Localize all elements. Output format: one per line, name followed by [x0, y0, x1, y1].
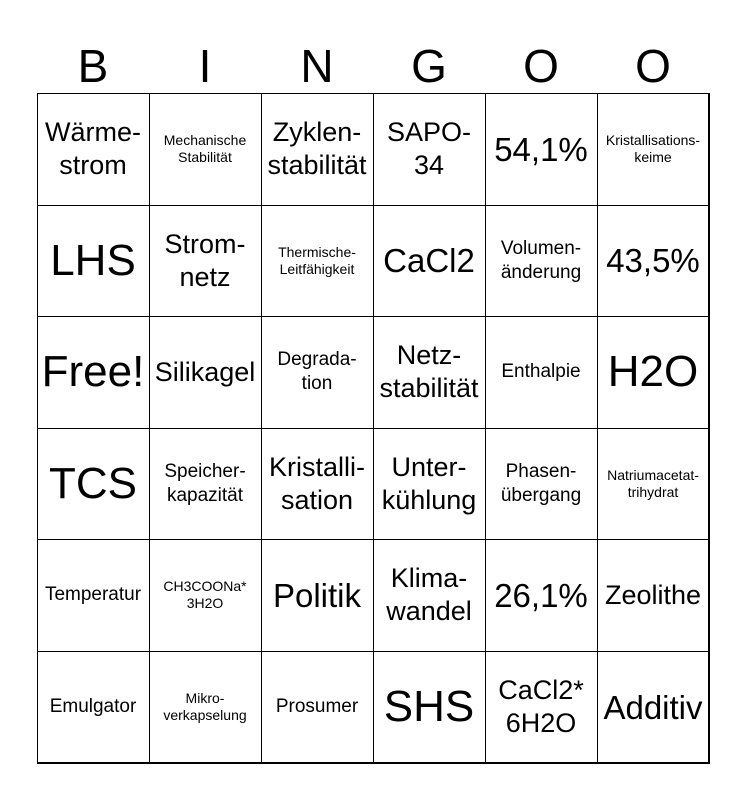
bingo-cell-label: Temperatur [44, 584, 142, 605]
bingo-cell[interactable] [485, 428, 598, 540]
bingo-cell-label: Zeolithe [604, 579, 702, 610]
bingo-cell-label: Phasen- übergang [500, 460, 582, 506]
bingo-cell[interactable] [485, 316, 598, 429]
bingo-cell[interactable] [149, 428, 262, 540]
header-letter: O [635, 40, 671, 92]
bingo-cell-label: CaCl2 [383, 242, 475, 279]
header-letter: O [523, 40, 559, 92]
bingo-cell-label: Emulgator [49, 696, 137, 717]
bingo-cell[interactable] [373, 428, 486, 540]
bingo-cell-label: Strom- netz [164, 228, 246, 292]
bingo-cell-label: Free! [41, 347, 145, 396]
bingo-cell-label: Silikagel [154, 356, 256, 387]
bingo-cell[interactable] [261, 539, 374, 652]
bingo-cell-label: Mikro- verkapselung [163, 690, 247, 723]
bingo-cell[interactable] [37, 651, 150, 764]
bingo-cell[interactable] [597, 316, 710, 429]
bingo-cell[interactable] [597, 428, 710, 540]
bingo-cell[interactable] [149, 539, 262, 652]
bingo-cell-label: SAPO- 34 [386, 117, 472, 180]
bingo-cell-label: 54,1% [494, 130, 588, 168]
bingo-cell-label: Unter- kühlung [381, 451, 477, 515]
bingo-cell-label: Kristalli- sation [268, 451, 365, 515]
bingo-cell-label: Kristallisations- keime [605, 132, 701, 165]
bingo-cell[interactable] [597, 651, 710, 764]
bingo-cell-label: Speicher- kapazität [164, 460, 246, 506]
bingo-cell[interactable] [149, 651, 262, 764]
bingo-cell-label: Prosumer [275, 696, 359, 717]
bingo-cell-label: Additiv [603, 688, 703, 726]
bingo-cell-label: CaCl2* 6H2O [498, 675, 584, 738]
bingo-cell[interactable] [261, 93, 374, 206]
bingo-cell[interactable] [37, 316, 150, 429]
bingo-cell[interactable] [261, 316, 374, 429]
bingo-cell-label: Volumen- änderung [500, 237, 582, 283]
bingo-cell[interactable] [373, 316, 486, 429]
header-letter: G [411, 40, 447, 92]
bingo-cell-label: Netz- stabilität [379, 340, 479, 403]
bingo-card [37, 93, 709, 763]
bingo-cell[interactable] [373, 93, 486, 206]
bingo-cell-label: Klima- wandel [386, 563, 472, 626]
bingo-cell[interactable] [149, 93, 262, 206]
bingo-cell-label: Natriumacetat- trihydrat [607, 466, 699, 500]
bingo-cell-label: Enthalpie [501, 361, 581, 382]
bingo-cell[interactable] [37, 93, 150, 206]
bingo-cell-label: Wärme- strom [45, 117, 141, 180]
bingo-cell-label: 26,1% [494, 576, 588, 614]
bingo-cell[interactable] [485, 205, 598, 317]
bingo-cell[interactable] [261, 428, 374, 540]
bingo-cell-label: Mechanische Stabilität [163, 132, 247, 165]
bingo-cell[interactable] [37, 539, 150, 652]
bingo-cell-label: 43,5% [606, 242, 700, 279]
bingo-cell[interactable] [373, 539, 486, 652]
bingo-cell[interactable] [37, 428, 150, 540]
header-letter: B [77, 40, 109, 92]
bingo-cell-label: SHS [383, 682, 475, 731]
bingo-cell[interactable] [373, 651, 486, 764]
bingo-cell[interactable] [149, 205, 262, 317]
bingo-header [37, 38, 709, 94]
bingo-cell-label: H2O [607, 347, 699, 396]
bingo-cell[interactable] [485, 93, 598, 206]
header-letter: I [198, 40, 212, 92]
bingo-cell-label: CH3COONa* 3H2O [163, 578, 247, 611]
bingo-cell-label: Zyklen- stabilität [267, 117, 367, 180]
bingo-cell-label: Politik [272, 576, 362, 614]
bingo-cell[interactable] [597, 93, 710, 206]
bingo-cell-label: Thermische- Leitfähigkeit [278, 243, 356, 277]
bingo-cell[interactable] [597, 539, 710, 652]
header-letter: N [300, 40, 334, 92]
bingo-cell[interactable] [261, 651, 374, 764]
bingo-cell[interactable] [261, 205, 374, 317]
bingo-cell[interactable] [149, 316, 262, 429]
bingo-cell[interactable] [37, 205, 150, 317]
bingo-cell-label: LHS [50, 235, 136, 285]
bingo-cell-label: TCS [49, 458, 137, 508]
bingo-cell[interactable] [485, 539, 598, 652]
bingo-cell[interactable] [373, 205, 486, 317]
bingo-cell[interactable] [597, 205, 710, 317]
bingo-cell[interactable] [485, 651, 598, 764]
bingo-cell-label: Degrada- tion [277, 349, 357, 394]
